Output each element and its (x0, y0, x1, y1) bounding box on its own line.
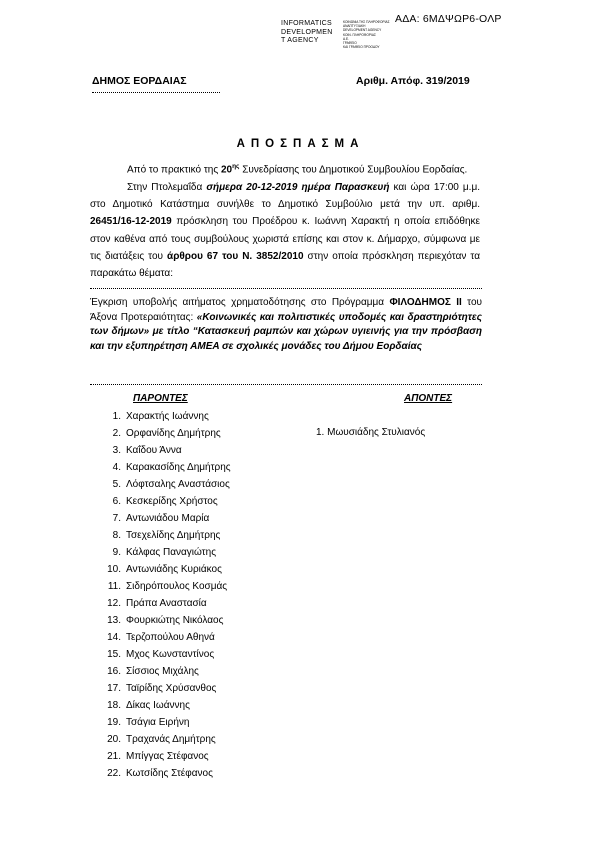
list-item: 21. Μπίγγας Στέφανος (107, 751, 209, 762)
municipality-name: ΔΗΜΟΣ ΕΟΡΔΑΙΑΣ (92, 75, 187, 87)
intro-paragraph (90, 158, 480, 282)
agenda-topic: Έγκριση υποβολής αιτήματος χρηματοδότησης στο Πρόγραμμα ΦΙΛΟΔΗΜΟΣ ΙΙ του Άξονα Προτεραιότητας: «Κοινωνικές και πολιτιστικές υποδομές και δραστηριότητες των δήμων» με τίτλο “Κατασκευή ραμπών και χώρων υγιεινής για την πρόσβαση και την εξυπηρέτηση ΑΜΕΑ σε σχολικές μονάδες του Δήμου Εορδαίας (90, 297, 482, 352)
list-item: 22. Κωτσίδης Στέφανος (107, 768, 213, 779)
absent-header: ΑΠΟΝΤΕΣ (404, 393, 453, 404)
list-item: 10. Αντωνιάδης Κυριάκος (107, 564, 222, 575)
document-title: ΑΠΟΣΠΑΣΜΑ (236, 138, 365, 150)
list-item: 1. Μωυσιάδης Στυλιανός (316, 427, 426, 438)
informatics-agency-logo (281, 20, 390, 56)
list-item: 2. Ορφανίδης Δημήτρης (112, 428, 221, 439)
list-item: 6. Κεσκερίδης Χρήστος (112, 496, 218, 507)
list-item: 9. Κάλφας Παναγιώτης (112, 547, 217, 558)
list-item: 13. Φουρκιώτης Νικόλαος (107, 615, 224, 626)
absent-members-list (316, 427, 425, 438)
separator-dots-1 (90, 288, 482, 289)
list-item: 19. Τσάγια Ειρήνη (107, 717, 190, 728)
list-item: 16. Σίσσιος Μιχάλης (107, 666, 199, 677)
list-item: 3. Καΐδου Άννα (112, 445, 182, 456)
list-item: 18. Δίκας Ιωάννης (107, 700, 190, 711)
list-item: 14. Τερζοπούλου Αθηνά (107, 632, 215, 643)
list-item: 4. Καρακασίδης Δημήτρης (112, 462, 231, 473)
present-members-list (103, 408, 231, 782)
list-item: 1. Χαρακτής Ιωάννης (112, 411, 209, 422)
decision-number: Αριθμ. Απόφ. 319/2019 (356, 75, 470, 87)
list-item: 17. Ταϊρίδης Χρύσανθος (107, 683, 217, 694)
logo-text-en: INFORMATICS DEVELOPMEN T AGENCY (281, 20, 333, 44)
separator-dots-2 (90, 384, 482, 385)
present-header: ΠΑΡΟΝΤΕΣ (133, 393, 188, 404)
logo-text-gr: ΚΟΙΝΩΝΙΑ ΤΗΣ ΠΛΗΡΟΦΟΡΙΑΣ ΑΝΑΠΤΥΞΙΑΚΗ DEVELOPMENT AGENCY ΚΟΙΝ. ΠΛΗΡΟΦΟΡΙΑΣ Α.Ε. ΓΡΑΦΕΙΟ ΚΑΙ ΓΡΑΦΕΙΟ ΠΡΟΟΔΟΥ (343, 20, 390, 50)
list-item: 7. Αντωνιάδου Μαρία (112, 513, 210, 524)
municipality-underline (92, 92, 220, 93)
list-item: 8. Τσεχελίδης Δημήτρης (112, 530, 221, 541)
list-item: 5. Λόφτσαλης Αναστάσιος (112, 479, 230, 490)
ada-code: ΑΔΑ: 6ΜΔΨΩΡ6-ΟΛΡ (395, 13, 502, 25)
intro-line-1: Από το πρακτικό της $20^{\eta\varsigma}$ Συνεδρίασης του Δημοτικού Συμβουλίου Εορδαίας. (127, 163, 468, 176)
intro-line-2: Στην Πτολεμαΐδα σήμερα 20-12-2019 ημέρα Παρασκευή και ώρα 17:00 μ.μ. στο Δημοτικό Κατάστημα συνήλθε το Δημοτικό Συμβούλιο μετά την υπ. αριθμ. 26451/16-12-2019 πρόσκληση του Προέδρου κ. Ιωάννη Χαρακτή η οποία επιδόθηκε στον καθένα από τους συμβούλους χωριστά επίσης και στον κ. Δήμαρχο, σύμφωνα με τις διατάξεις του άρθρου 67 του Ν. 3852/2010 στην οποία πρόσκληση περιεχόταν τα παρακάτω θέματα: (90, 181, 481, 280)
list-item: 15. Μχος Κωνσταντίνος (107, 649, 215, 660)
list-item: 20. Τραχανάς Δημήτρης (107, 734, 216, 745)
list-item: 11. Σιδηρόπουλος Κοσμάς (107, 581, 228, 592)
list-item: 12. Πράπα Αναστασία (107, 598, 207, 609)
